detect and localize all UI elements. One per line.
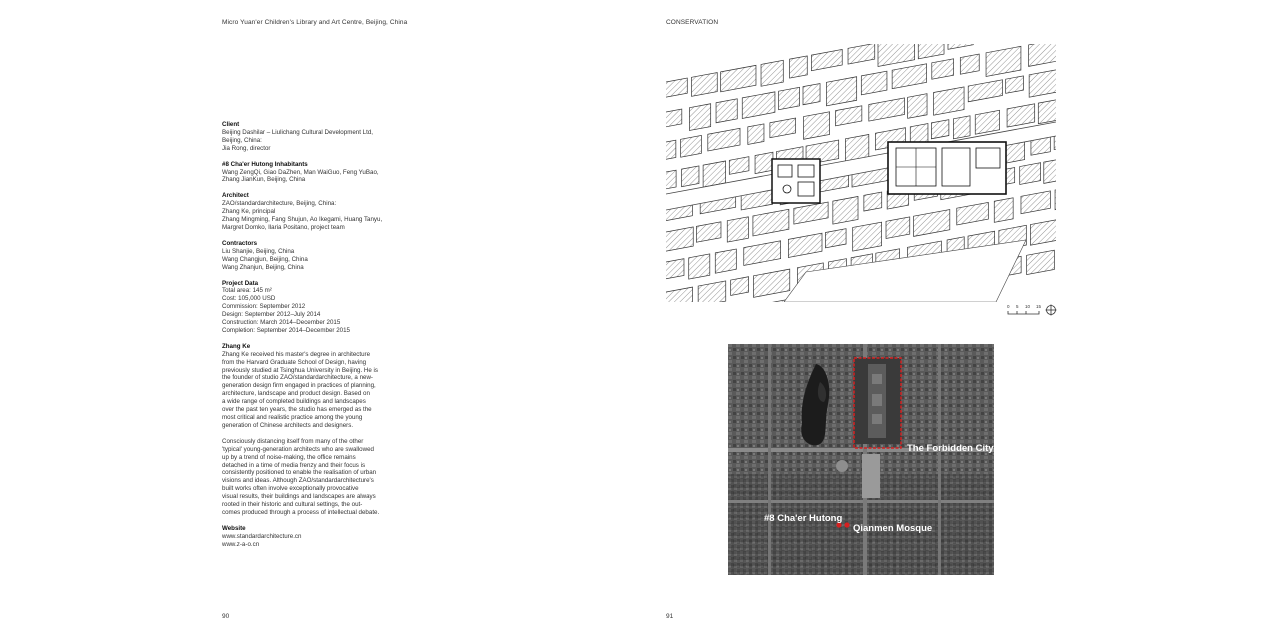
building-block [748, 124, 764, 145]
building-block [755, 152, 773, 173]
building-block [682, 166, 699, 187]
building-block [861, 71, 887, 95]
credit-line: ZAO/standardarchitecture, Beijing, China: [222, 200, 337, 208]
building-block [716, 99, 737, 123]
credit-line: Completion: September 2014–December 2015 [222, 326, 350, 334]
building-block [811, 49, 842, 70]
building-block [960, 54, 979, 74]
building-block [666, 287, 693, 302]
text-line: up by a trend of noise-making, the office remains [222, 453, 356, 461]
building-block [953, 116, 970, 139]
credits-column [222, 121, 392, 557]
building-block [908, 94, 927, 119]
credit-line: Zhang Ke, principal [222, 208, 276, 216]
building-block [934, 87, 965, 115]
website-section [222, 525, 392, 549]
building-block [703, 161, 726, 187]
credit-line: Wang Zhanjun, Beijing, China [222, 263, 304, 271]
credit-line: Cost: 105,000 USD [222, 295, 276, 303]
text-line: consistently positioned to enable the realisation of urban [222, 469, 377, 477]
building-block [869, 98, 905, 121]
building-block [886, 217, 910, 239]
credit-line: Liu Shanjie, Beijing, China [222, 247, 295, 255]
label-forbidden-city: The Forbidden City [907, 443, 994, 454]
building-block [696, 222, 721, 242]
building-block [931, 120, 949, 139]
scale-label-10: 10 [1025, 304, 1031, 309]
building-block [727, 217, 748, 242]
credit-line: Zhang Mingming, Fang Shujun, Ao Ikegami, Huang Tanyu, [222, 216, 383, 224]
building-block [681, 135, 702, 157]
mosque-marker [844, 522, 849, 527]
building-block [1027, 250, 1055, 274]
building-block [914, 209, 950, 236]
building-block [715, 249, 736, 273]
credit-block [222, 280, 392, 335]
site-plan-svg [666, 44, 1056, 302]
building-block [1007, 104, 1035, 127]
building-block [804, 112, 830, 140]
text-line: rooted in their historic and cultural settings, the out- [222, 501, 363, 509]
credit-line: Total area: 145 m² [222, 287, 272, 295]
text-line: visual results, their buildings and landscapes are always [222, 493, 376, 501]
text-line: comes produced through a process of intellectual debate. [222, 508, 380, 516]
building-block [968, 80, 1002, 102]
scale-label-0: 0 [1007, 304, 1010, 309]
building-block [779, 87, 800, 109]
credit-block [222, 121, 392, 153]
text-line: from the Harvard Graduate School of Design, having [222, 358, 367, 366]
building-block [753, 269, 789, 297]
building-block [770, 118, 796, 138]
building-block [825, 229, 846, 248]
building-block [1029, 68, 1056, 97]
building-block [790, 56, 808, 78]
text-line: 'typical' young-generation architects who are swallowed [222, 445, 374, 453]
text-line: Consciously distancing itself from many of the other [222, 437, 364, 445]
building-block [1030, 219, 1056, 245]
building-block [1021, 191, 1050, 214]
scale-bar [1006, 303, 1061, 317]
credit-line: Commission: September 2012 [222, 303, 306, 311]
bio-heading: Zhang Ke [222, 342, 251, 350]
credit-heading: Client [222, 121, 240, 128]
scale-label-15: 15 [1036, 304, 1042, 309]
text-line: previously studied at Tsinghua University in Beijing. He is [222, 366, 379, 374]
aerial-photo-svg [728, 344, 994, 575]
credit-line: Margret Domko, Ilaria Positano, project team [222, 223, 345, 231]
building-block [892, 64, 926, 89]
credit-block [222, 161, 392, 185]
credit-line: Design: September 2012–July 2014 [222, 311, 321, 319]
running-head-left: Micro Yuan'er Children's Library and Art Centre, Beijing, China [222, 19, 408, 26]
building-block [1029, 44, 1056, 66]
running-head-right: CONSERVATION [666, 19, 719, 26]
credit-line: Zhang JianKun, Beijing, China [222, 176, 306, 184]
building-block [744, 241, 781, 266]
credit-block [222, 192, 392, 232]
building-block [948, 44, 973, 49]
building-block [848, 44, 875, 64]
credit-line: Wang Changjun, Beijing, China [222, 255, 308, 263]
mosque-complex-east [888, 142, 1006, 194]
building-block [1006, 76, 1024, 94]
building-block [753, 209, 789, 236]
credit-line: Beijing Dashilar – Liulichang Cultural Development Ltd, [222, 128, 373, 136]
building-block [666, 78, 687, 98]
credit-line: Construction: March 2014–December 2015 [222, 319, 341, 327]
credit-heading: Architect [222, 192, 249, 200]
text-line: a wide range of completed buildings and landscapes [222, 398, 366, 406]
scale-bar-svg [1006, 303, 1061, 317]
building-block [1044, 159, 1056, 184]
text-line: generation design firm engaged in practices of planning, [222, 382, 376, 390]
building-block [788, 233, 822, 257]
text-line: the founder of studio ZAO/standardarchitecture, a new- [222, 374, 373, 382]
scale-label-5: 5 [1016, 304, 1019, 309]
courtyard-complex-west [772, 159, 820, 203]
credit-line: Wang ZengQi, Giao DaZhen, Man WaiGuo, Feng YuBao, [222, 168, 379, 176]
building-block [689, 254, 710, 279]
credit-heading: #8 Cha'er Hutong Inhabitants [222, 160, 308, 168]
credit-line: Beijing, China: [222, 136, 262, 144]
text-line: generation of Chinese architects and designers. [222, 421, 354, 429]
website-link[interactable]: www.z-a-o.cn [222, 540, 260, 548]
building-block [721, 65, 756, 91]
building-block [853, 222, 882, 251]
north-arrow-icon [1046, 305, 1057, 316]
building-block [932, 59, 954, 79]
building-block [803, 84, 820, 105]
text-line: most critical and realistic practice among the young [222, 414, 363, 421]
building-block [761, 60, 783, 86]
website-link[interactable]: www.standardarchitecture.cn [222, 532, 302, 540]
site-plan-drawing [666, 44, 1056, 302]
building-block [794, 202, 828, 224]
text-line: over the past ten years, the studio has emerged as the [222, 406, 372, 414]
building-block [708, 128, 740, 151]
building-block [698, 281, 726, 302]
building-block [731, 277, 749, 296]
text-line: Zhang Ke received his master's degree in architecture [222, 350, 371, 358]
text-line: detached in a time of media frenzy and their focus is [222, 461, 366, 469]
credit-line: Jia Rong, director [222, 144, 271, 152]
building-block [691, 73, 717, 97]
building-block [666, 259, 684, 281]
building-block [864, 192, 882, 211]
building-block [878, 44, 915, 66]
building-block [666, 227, 693, 253]
building-block [994, 198, 1013, 223]
building-block [826, 77, 856, 106]
bio-paragraph-1 [222, 351, 392, 430]
building-block [1038, 97, 1056, 124]
text-line: visions and ideas. Although ZAO/standardarchitecture's [222, 477, 374, 485]
building-block [666, 109, 682, 128]
building-block [729, 157, 749, 175]
label-mosque: Qianmen Mosque [853, 523, 933, 534]
building-block [742, 92, 775, 119]
aerial-photo [728, 344, 994, 575]
credit-block [222, 240, 392, 272]
text-line: built works often involve exceptionally provocative [222, 485, 359, 493]
building-block [957, 202, 989, 225]
credit-heading: Project Data [222, 279, 259, 287]
building-block [918, 44, 944, 59]
building-block [1020, 163, 1041, 185]
page-number-right: 91 [666, 613, 674, 620]
label-hutong: #8 Cha'er Hutong [764, 513, 843, 524]
building-block [666, 170, 676, 190]
building-block [975, 110, 999, 134]
website-heading: Website [222, 524, 246, 532]
building-block [833, 196, 858, 224]
credit-heading: Contractors [222, 239, 258, 247]
building-block [1055, 185, 1056, 210]
building-block [986, 46, 1021, 76]
building-block [666, 140, 676, 160]
page-number-left: 90 [222, 613, 230, 620]
bio-section [222, 343, 392, 517]
building-block [836, 106, 862, 126]
text-line: architecture, landscape and product design. Based on [222, 390, 370, 398]
building-block [689, 104, 710, 131]
bio-paragraph-2 [222, 438, 392, 517]
